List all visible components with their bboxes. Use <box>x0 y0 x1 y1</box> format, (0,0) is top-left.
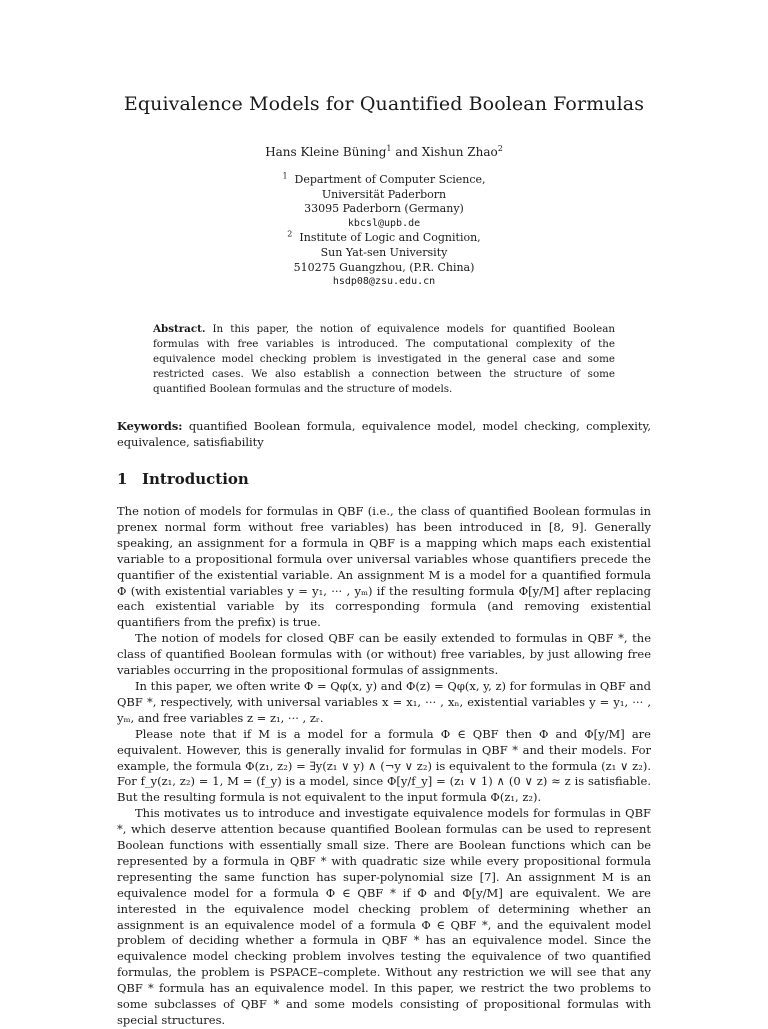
affiliation-1-marker: 1 <box>282 171 288 181</box>
paper-title: Equivalence Models for Quantified Boolean Formulas <box>123 93 645 115</box>
paragraph-2: The notion of models for closed QBF can be easily extended to formulas in QBF *, the class of quantified Boolean formulas with (or without) free variables, by just allowing free variables occurring in the propositional formulas of assignments. <box>117 631 651 678</box>
section-number: 1 <box>117 470 128 488</box>
abstract-text: In this paper, the notion of equivalence models for quantified Boolean formulas with free variables is introduced. The computational complexity of the equivalence model checking problem is investigated in the general case and some restricted cases. We also establish a connection between the structure of some quantified Boolean formulas and the structure of models. <box>153 323 615 395</box>
affiliation-1-email: kbcsl@upb.de <box>347 217 421 229</box>
affiliation-2-dept: Institute of Logic and Cognition, <box>299 231 481 245</box>
author-line <box>0 145 768 159</box>
paragraph-1: The notion of models for formulas in QBF (i.e., the class of quantified Boolean formulas in prenex normal form without free variables) has been introduced in [8, 9]. Generally speaking, an assignment for a formula in QBF is a mapping which maps each existential variable to a propositional formula over universal variables whose quantifiers precede the quantifier of the existential variable. An assignment M is a model for a quantified formula Φ (with existential variables y = y₁, ··· , yₘ) if the resulting formula Φ[y/M] after replacing each existential variable by its corresponding formula (and removing existential quantifiers from the prefix) is true. <box>117 504 651 630</box>
affiliation-2-email: hsdp08@zsu.edu.cn <box>332 276 436 288</box>
affiliation-2-line1 <box>0 231 768 246</box>
author-2-affil-marker: 2 <box>497 144 503 153</box>
author-conjunction: and <box>391 145 422 159</box>
section-title: Introduction <box>142 470 249 488</box>
section-body <box>117 504 651 1029</box>
author-1-affil-marker: 1 <box>386 144 392 153</box>
affiliation-2-univ: Sun Yat-sen University <box>320 245 448 259</box>
affiliation-1-line1 <box>0 173 768 188</box>
affiliation-1-address: 33095 Paderborn (Germany) <box>304 202 464 216</box>
affiliation-2-marker: 2 <box>287 229 293 239</box>
keywords-text: quantified Boolean formula, equivalence model, model checking, complexity, equivalence, satisfiability <box>117 419 652 449</box>
author-1: Hans Kleine Büning <box>265 145 387 159</box>
abstract-label: Abstract. <box>153 323 206 335</box>
affiliations <box>0 173 768 290</box>
keywords <box>117 418 651 450</box>
author-2: Xishun Zhao <box>421 145 498 159</box>
section-heading <box>117 470 249 488</box>
keywords-label: Keywords: <box>117 419 183 433</box>
affiliation-1-dept: Department of Computer Science, <box>294 173 486 186</box>
affiliation-1-univ: Universität Paderborn <box>321 187 447 201</box>
paragraph-5: This motivates us to introduce and investigate equivalence models for formulas in QBF *, which deserve attention because quantified Boolean formulas can be used to represent Boolean functions with essentially small size. There are Boolean functions which can be represented by a formula in QBF * with quadratic size while every propositional formula representing the same function has super-polynomial size [7]. An assignment M is an equivalence model for a formula Φ ∈ QBF * if Φ and Φ[y/M] are equivalent. We are interested in the equivalence model checking problem of determining whether an assignment is an equivalence model of a formula Φ ∈ QBF *, and the equivalent model problem of deciding whether a formula in QBF * has an equivalence model. Since the equivalence model checking problem involves testing the equivalence of two quantified formulas, the problem is PSPACE–complete. Without any restriction we will see that any QBF * formula has an equivalence model. In this paper, we restrict the two problems to some subclasses of QBF * and some models consisting of propositional formulas with special structures. <box>117 806 651 1027</box>
paragraph-4: Please note that if M is a model for a formula Φ ∈ QBF then Φ and Φ[y/M] are equivalent. However, this is generally invalid for formulas in QBF * and their models. For example, the formula Φ(z₁, z₂) = ∃y(z₁ ∨ y) ∧ (¬y ∨ z₂) is equivalent to the formula (z₁ ∨ z₂). For f_y(z₁, z₂) = 1, M = (f_y) is a model, since Φ[y/f_y] = (z₁ ∨ 1) ∧ (0 ∨ z) ≈ z is satisfiable. But the resulting formula is not equivalent to the input formula Φ(z₁, z₂). <box>117 726 651 805</box>
affiliation-2-address: 510275 Guangzhou, (P.R. China) <box>293 260 475 274</box>
paragraph-3: In this paper, we often write Φ = Qφ(x, y) and Φ(z) = Qφ(x, y, z) for formulas in QBF and QBF *, respectively, with universal variables x = x₁, ··· , xₙ, existential variables y = y₁, ··· , yₘ, and free variables z = z₁, ··· , zᵣ. <box>117 678 651 725</box>
abstract <box>153 322 615 397</box>
